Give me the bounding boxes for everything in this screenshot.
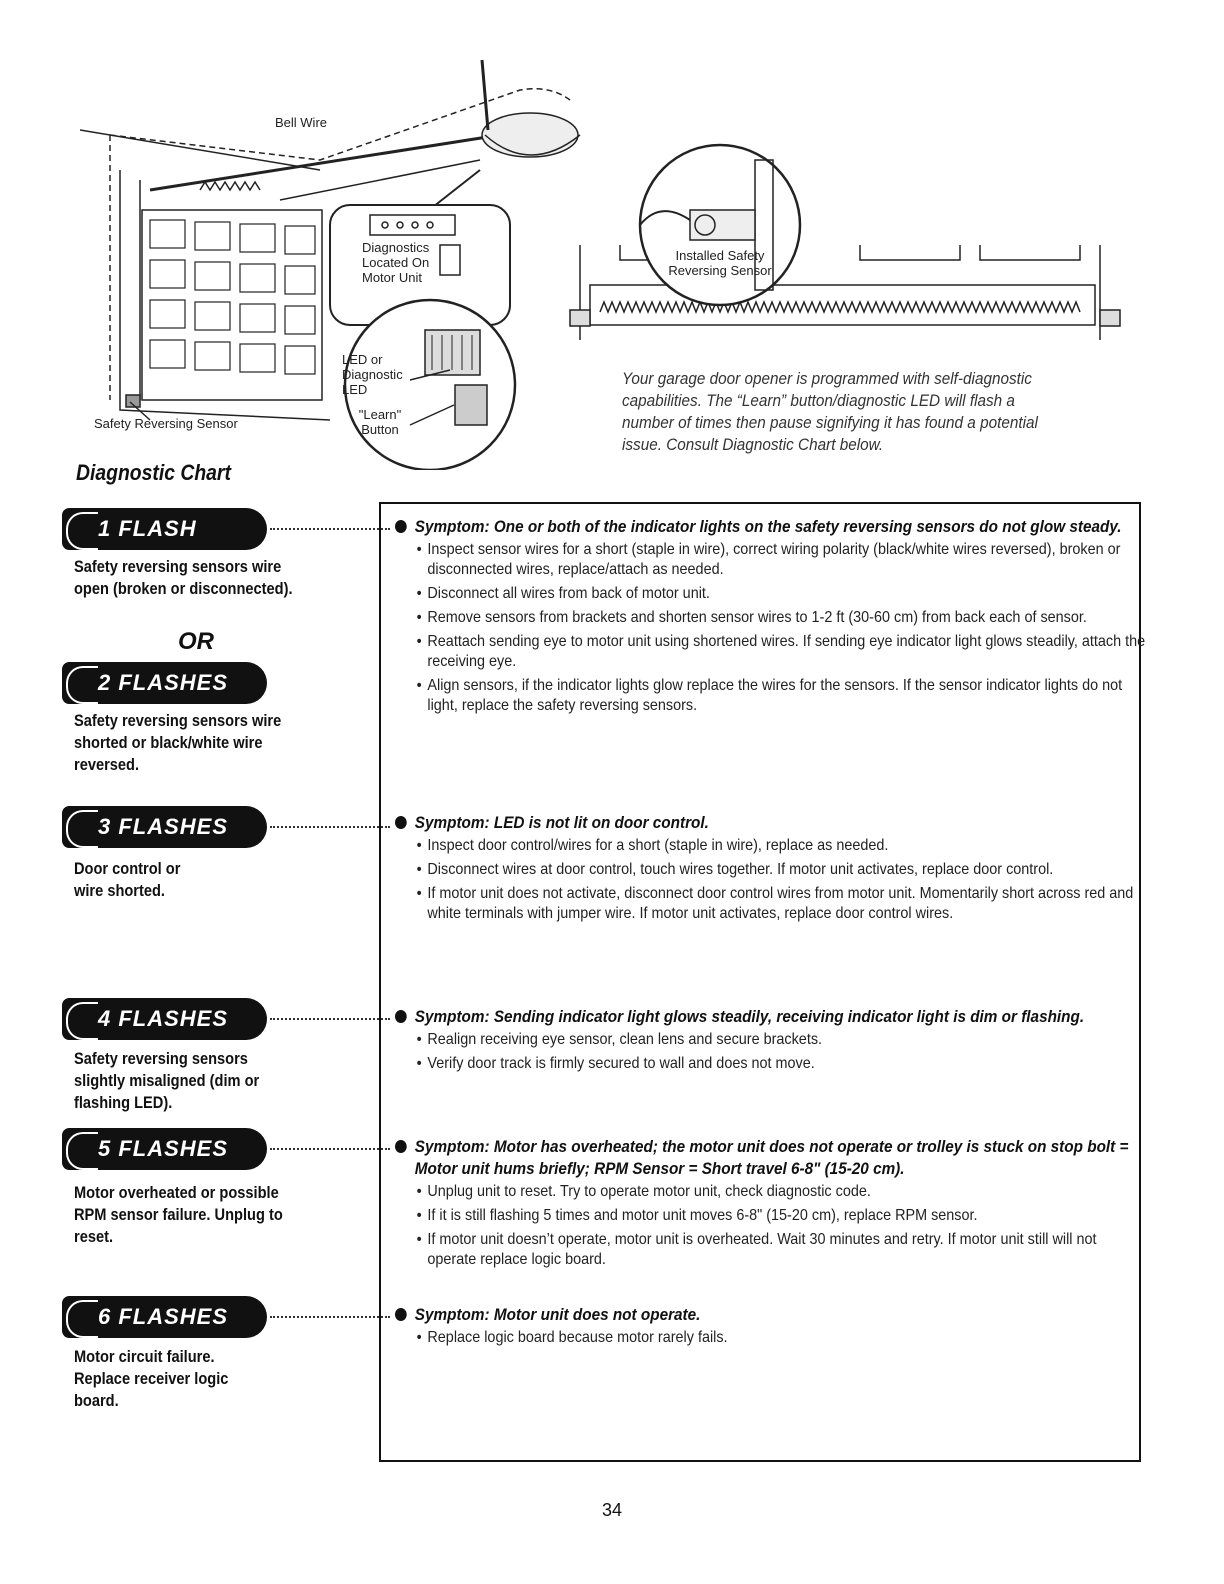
flash-cause-2: Safety reversing sensors wire shorted or black/white wire reversed. <box>74 711 282 774</box>
diagnostics-location-label: Diagnostics Located On Motor Unit <box>362 240 430 285</box>
symptom-5 <box>395 1304 1130 1352</box>
flash-badge-6: 6 FLASHES <box>62 1296 267 1338</box>
flash-cause-6: Motor circuit failure. Replace receiver logic board. <box>74 1347 229 1410</box>
list-item: • If motor unit does not activate, disconnect door control wires from motor unit. Momentarily short across red and white terminals with jumper wire. If motor unit activates, replace door control wires. <box>395 884 1147 924</box>
list-item: • Verify door track is firmly secured to wall and does not move. <box>395 1054 1147 1074</box>
flash-badge-1: 1 FLASH <box>62 508 267 550</box>
symptom-heading <box>395 1006 1135 1028</box>
symptom-heading-text: Symptom: LED is not lit on door control. <box>414 813 709 832</box>
connector-line <box>270 1148 390 1150</box>
flash-badge-3: 3 FLASHES <box>62 806 267 848</box>
flash-cause-4: Safety reversing sensors slightly misaligned (dim or flashing LED). <box>74 1049 260 1112</box>
list-item: • Align sensors, if the indicator lights glow replace the wires for the sensors. If the sensor indicator lights do not light, replace the safety reversing sensors. <box>395 676 1147 716</box>
symptom-3 <box>395 1006 1130 1078</box>
list-item: • Realign receiving eye sensor, clean lens and secure brackets. <box>395 1030 1147 1050</box>
garage-door-illustration <box>80 40 620 470</box>
list-item: • Disconnect wires at door control, touch wires together. If motor unit activates, replace door control. <box>395 860 1147 880</box>
list-item: • Disconnect all wires from back of motor unit. <box>395 584 1147 604</box>
bullet-icon <box>395 1308 407 1321</box>
flash-cause-3: Door control or wire shorted. <box>74 859 181 900</box>
list-item: • If motor unit doesn’t operate, motor unit is overheated. Wait 30 minutes and retry. If motor unit still will not operate replace logic board. <box>395 1230 1147 1270</box>
step-list <box>395 1182 1130 1270</box>
led-label: LED or Diagnostic LED <box>342 352 403 397</box>
sensor-installation-drawing <box>560 140 1140 360</box>
symptom-heading <box>395 812 1135 834</box>
symptom-heading-text: Symptom: One or both of the indicator lights on the safety reversing sensors do not glow steady. <box>414 517 1122 536</box>
flash-cause-5: Motor overheated or possible RPM sensor failure. Unplug to reset. <box>74 1183 283 1246</box>
step-list <box>395 540 1146 716</box>
symptom-heading <box>395 516 1135 538</box>
connector-line <box>270 826 390 828</box>
step-list <box>395 836 1134 924</box>
list-item: • Replace logic board because motor rarely fails. <box>395 1328 1147 1348</box>
sensor-installation-illustration <box>560 140 1140 360</box>
list-item: • Inspect sensor wires for a short (staple in wire), correct wiring polarity (black/white wires reversed), broken or disconnected wires, replace/attach as needed. <box>395 540 1147 580</box>
connector-line <box>270 1018 390 1020</box>
list-item: • Reattach sending eye to motor unit using shortened wires. If sending eye indicator light glows steadily, attach the receiving eye. <box>395 632 1147 672</box>
symptom-heading <box>395 1136 1135 1180</box>
flash-badge-5: 5 FLASHES <box>62 1128 267 1170</box>
list-item: • If it is still flashing 5 times and motor unit moves 6-8" (15-20 cm), replace RPM sensor. <box>395 1206 1147 1226</box>
bullet-icon <box>395 1140 407 1153</box>
connector-line <box>270 1316 390 1318</box>
bullet-icon <box>395 520 407 533</box>
step-list <box>395 1030 1130 1074</box>
learn-button-label: "Learn" Button <box>358 407 402 437</box>
symptom-1 <box>395 516 1146 720</box>
safety-sensor-label: Safety Reversing Sensor <box>94 416 238 431</box>
symptom-heading-text: Symptom: Motor has overheated; the motor unit does not operate or trolley is stuck on stop bolt = Motor unit hums briefly; RPM Sensor = Short travel 6-8" (15-20 cm). <box>414 1137 1129 1178</box>
bullet-icon <box>395 1010 407 1023</box>
flash-badge-2: 2 FLASHES <box>62 662 267 704</box>
symptom-4 <box>395 1136 1130 1274</box>
list-item: • Unplug unit to reset. Try to operate motor unit, check diagnostic code. <box>395 1182 1147 1202</box>
bell-wire-label: Bell Wire <box>275 115 328 130</box>
page-number: 34 <box>601 1500 623 1520</box>
or-label: OR <box>178 628 214 655</box>
connector-line <box>270 528 390 530</box>
list-item: • Inspect door control/wires for a short (staple in wire), replace as needed. <box>395 836 1147 856</box>
chart-title: Diagnostic Chart <box>76 460 231 485</box>
intro-paragraph: Your garage door opener is programmed with self-diagnostic capabilities. The “Learn” button/diagnostic LED will flash a number of times then pause signifying it has found a potential issue. Consult Diagnostic Chart below. <box>622 369 1038 454</box>
symptom-2 <box>395 812 1134 928</box>
symptom-heading-text: Symptom: Motor unit does not operate. <box>414 1305 701 1324</box>
symptom-heading <box>395 1304 1135 1326</box>
flash-cause-1: Safety reversing sensors wire open (broken or disconnected). <box>74 557 293 598</box>
symptom-heading-text: Symptom: Sending indicator light glows steadily, receiving indicator light is dim or flashing. <box>414 1007 1085 1026</box>
list-item: • Remove sensors from brackets and shorten sensor wires to 1-2 ft (30-60 cm) from back each of sensor. <box>395 608 1147 628</box>
bullet-icon <box>395 816 407 829</box>
step-list <box>395 1328 1130 1348</box>
garage-door-drawing <box>80 40 620 470</box>
flash-badge-4: 4 FLASHES <box>62 998 267 1040</box>
installed-sensor-label: Installed Safety Reversing Sensor <box>668 248 772 278</box>
